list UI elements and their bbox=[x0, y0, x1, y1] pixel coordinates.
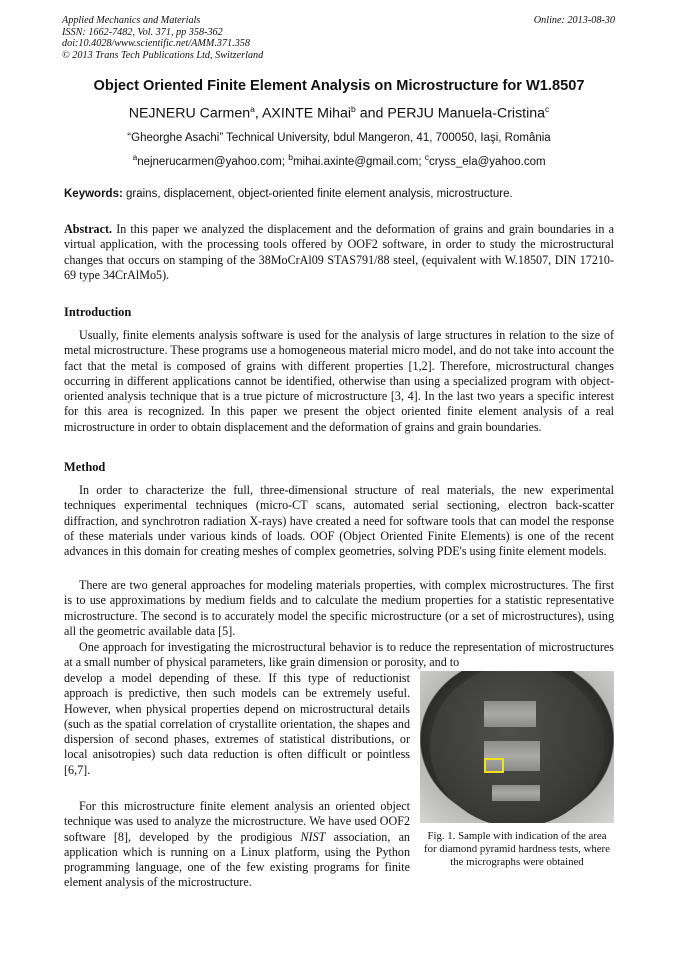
online-date: Online: 2013-08-30 bbox=[533, 15, 615, 26]
author-name: NEJNERU Carmen bbox=[128, 105, 251, 122]
keywords-text: grains, displacement, object-oriented finite element analysis, microstructure. bbox=[122, 188, 513, 200]
method-paragraph: There are two general approaches for modeling materials properties, with complex microstructures. The first is to use approximations by medium fields and to calculate the medium properties for a statistic representative microstructure. The second is to accurately model the specific microstructure (or a set of microstructures), using all the geometric available data [5]. bbox=[64, 578, 614, 638]
abstract-text: In this paper we analyzed the displacement and the deformation of grains and grain boundaries in a virtual application, with the processing tools offered by OOF2 software, in order to study the microstructural changes that occurs on stamping of the 38MoCrAl09 STAS791/88 steel, (equivalent with W.18507, DIN 17210-69 type 34CrAlMo5). bbox=[64, 222, 614, 282]
email-superscript: a bbox=[132, 152, 138, 162]
hardness-plate bbox=[484, 701, 536, 727]
email-address: mihai.axinte@gmail.com; bbox=[292, 155, 425, 168]
author-name: PERJU Manuela-Cristina bbox=[387, 105, 546, 122]
abstract bbox=[64, 222, 614, 283]
introduction-paragraph: Usually, finite elements analysis software is used for the analysis of large structures in relation to the size of metal microstructure. These programs use a homogeneous material micro model, and do not take into account the fact that the metal is composed of grains with different properties [1,2]. Therefore, microstructural changes occurring in different applications cannot be identified, otherwise than using a specialized program with object-oriented analysis technique that is a true picture of microstructure [3, 4]. In the last two years a specific interest for this area is recognized. In this paper we present the object oriented finite element analysis of a real microstructure in order to obtain displacement and the deformation of grains and grain boundaries. bbox=[64, 328, 614, 434]
method-paragraph-wrapped: develop a model depending of these. If this type of reductionist approach is predictive, then such models can be extremely useful. However, when physical properties depend on microstructural details (such as the spatial correlation of crystallite orientation, the shapes and dispersion of second phases, extremes of statistical distributions, or local anisotropies) such data reduction is often difficult or pointless [6,7]. bbox=[64, 671, 410, 777]
author-superscript: b bbox=[351, 104, 356, 114]
author-emails bbox=[0, 152, 678, 168]
doi-line: doi:10.4028/www.scientific.net/AMM.371.358 bbox=[62, 38, 250, 50]
hardness-plate bbox=[492, 785, 540, 801]
affiliation: “Gheorghe Asachi” Technical University, bdul Mangeron, 41, 700050, Iaşi, România bbox=[127, 132, 551, 144]
keywords-label: Keywords: bbox=[64, 188, 123, 200]
paragraph-text: For this microstructure finite element analysis an oriented object technique was used to analyze the microstructure. We have used OOF2 software [8], developed by the prodigious bbox=[64, 799, 410, 844]
section-heading-method: Method bbox=[64, 460, 106, 474]
journal-header bbox=[62, 15, 263, 61]
figure-caption: Fig. 1. Sample with indication of the area for diamond pyramid hardness tests, where the micrographs were obtained bbox=[424, 830, 610, 869]
nist-italic: NIST bbox=[300, 829, 326, 844]
email-superscript: b bbox=[288, 152, 293, 162]
author-list bbox=[0, 104, 678, 122]
author-separator: , bbox=[254, 105, 262, 122]
copyright-line: © 2013 Trans Tech Publications Ltd, Switzerland bbox=[62, 49, 264, 61]
paper-title: Object Oriented Finite Element Analysis on Microstructure for W1.8507 bbox=[93, 78, 585, 94]
journal-name: Applied Mechanics and Materials bbox=[62, 15, 201, 26]
issn-line: ISSN: 1662-7482, Vol. 371, pp 358-362 bbox=[62, 26, 223, 38]
method-paragraph: In order to characterize the full, three-dimensional structure of real materials, the new experimental techniques experimental techniques (micro-CT scans, automated serial sectioning, electron back-scatter diffraction, and synchrotron radiation X-rays) have created a need for software tools that can model the response of these materials under various kinds of loads. OOF (Object Oriented Finite Elements) is one of the recent advances in this domain for creating meshes of complex geometries, solving PDE's using finite element models. bbox=[64, 483, 614, 559]
email-address: nejnerucarmen@yahoo.com; bbox=[137, 155, 289, 168]
method-paragraph-wrapped bbox=[64, 799, 410, 891]
author-superscript: c bbox=[545, 104, 550, 114]
section-heading-introduction: Introduction bbox=[64, 305, 132, 319]
paragraph-text: association, an application which is running on a Linux platform, using the Python programming language, one of the few existing programs for finite element analysis of the microstructure. bbox=[64, 829, 410, 890]
keywords bbox=[64, 188, 513, 200]
email-superscript: c bbox=[424, 152, 430, 162]
sample-photo bbox=[420, 671, 614, 823]
abstract-label: Abstract. bbox=[64, 222, 113, 236]
author-superscript: a bbox=[250, 104, 255, 114]
method-paragraph: One approach for investigating the microstructural behavior is to reduce the representation of microstructures at a small number of physical parameters, like grain dimension or porosity, and to bbox=[64, 640, 614, 670]
author-separator: and bbox=[355, 105, 388, 122]
email-address: cryss_ela@yahoo.com bbox=[429, 155, 546, 168]
test-area-marker bbox=[484, 758, 504, 773]
author-name: AXINTE Mihai bbox=[261, 105, 352, 122]
